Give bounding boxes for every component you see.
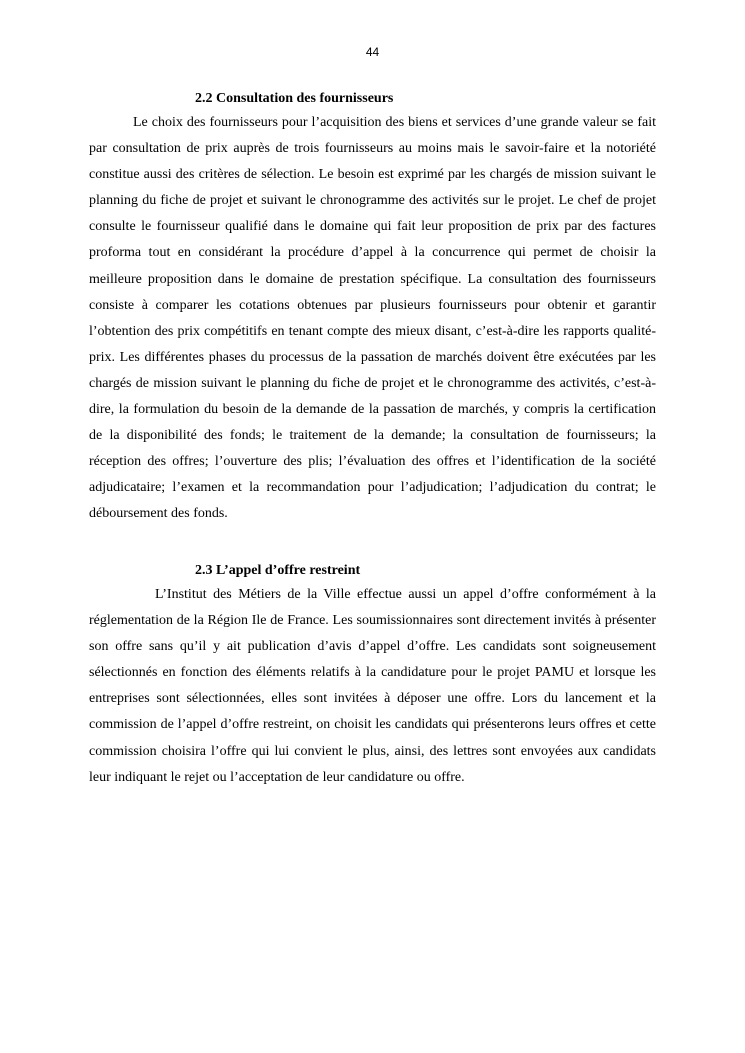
page-number: 44 [365,45,380,59]
section-appel-offre-restreint [89,560,656,791]
section-heading: 2.2 Consultation des fournisseurs [195,91,394,106]
section-consultation-fournisseurs [89,88,656,528]
section-heading: 2.3 L’appel d’offre restreint [195,563,361,578]
section-paragraph: L’Institut des Métiers de la Ville effectue aussi un appel d’offre conformément à la réglementation de la Région Ile de France. Les soumissionnaires sont directement invités à présenter son offre sans qu’il y ait publication d’avis d’appel d’offre. Les candidats sont soigneusement sélectionnés en fonction des éléments relatifs à la candidature pour le projet PAMU et lorsque les entreprises sont sélectionnées, elles sont invitées à déposer une offre. Lors du lancement et la commission de l’appel d’offre restreint, on choisit les candidats qui présenterons leurs offres et cette commission choisira l’offre qui lui convient le plus, ainsi, des lettres sont envoyées aux candidats leur indiquant le rejet ou l’acceptation de leur candidature ou offre. [89,587,656,785]
section-paragraph: Le choix des fournisseurs pour l’acquisition des biens et services d’une grande valeur se fait par consultation de prix auprès de trois fournisseurs au moins mais le savoir-faire et la notoriété constitue aussi des critères de sélection. Le besoin est exprimé par les chargés de mission suivant le planning du fiche de projet et suivant le chronogramme des activités sur le projet. Le chef de projet consulte le fournisseur qualifié dans le domaine qui fait leur proposition de prix par des factures proforma tout en considérant la procédure d’appel à la concurrence qui permet de choisir la meilleure proposition dans le domaine de prestation spécifique. La consultation des fournisseurs consiste à comparer les cotations obtenues par plusieurs fournisseurs pour obtenir et garantir l’obtention des prix compétitifs en tenant compte des mieux disant, c’est-à-dire les rapports qualité-prix. Les différentes phases du processus de la passation de marchés doivent être exécutées par les chargés de mission suivant le planning du fiche de projet et le chronogramme des activités, c’est-à-dire, la formulation du besoin de la demande de la passation de marchés, y compris la certification de la disponibilité des fonds; le traitement de la demande; la consultation de fournisseurs; la réception des offres; l’ouverture des plis; l’évaluation des offres et l’identification de la société adjudicataire; l’examen et la recommandation pour l’adjudication; l’adjudication du contrat; le déboursement des fonds. [89,115,656,522]
